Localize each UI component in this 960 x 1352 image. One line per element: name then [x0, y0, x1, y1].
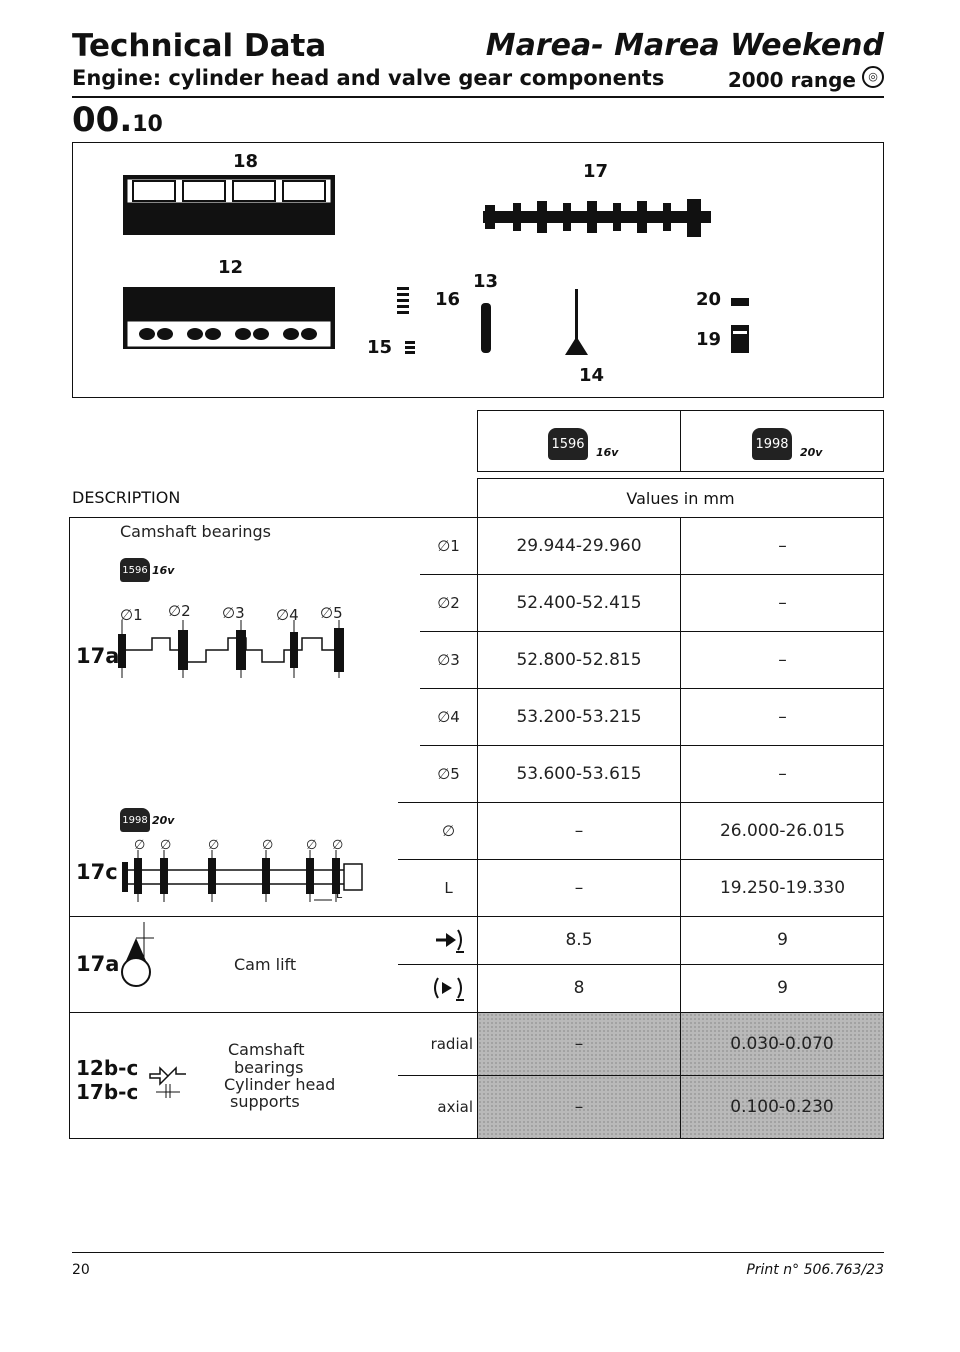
camshaft-bearings-label: Camshaft bearings [120, 522, 272, 541]
footer-rule [72, 1252, 884, 1253]
row-symbol: ∅5 [437, 764, 460, 783]
value-20v: 9 [777, 930, 788, 950]
row-symbol: ∅ [441, 821, 456, 840]
cover-part-icon [123, 175, 335, 235]
part-label: 19 [696, 329, 722, 350]
diameter-label: ∅1 [120, 606, 143, 624]
part-label: 18 [233, 151, 259, 172]
diameter-label: ∅ [134, 838, 146, 853]
value-20v: – [778, 706, 787, 727]
value-16v: 52.400-52.415 [516, 592, 642, 613]
clearance-desc-line: Camshaft [228, 1040, 305, 1059]
row-symbol: axial [437, 1098, 473, 1116]
diameter-label: ∅ [262, 838, 274, 853]
valves-label: 20v [152, 814, 175, 827]
cam-lobe-icon [116, 920, 156, 992]
value-20v: 0.100-0.230 [681, 1076, 883, 1138]
row-symbol: radial [430, 1034, 473, 1053]
part-label: 12 [218, 257, 244, 278]
value-20v: 26.000-26.015 [719, 820, 846, 841]
camshaft-20v-drawing [118, 850, 368, 906]
value-20v: 0.030-0.070 [681, 1013, 883, 1075]
ref-12b-c: 12b-c [76, 1056, 139, 1080]
row-symbol: L [444, 878, 453, 897]
part-label: 13 [473, 271, 499, 292]
intake-icon [420, 916, 477, 964]
row-symbol: ∅3 [437, 650, 460, 669]
diameter-label: ∅ [332, 838, 344, 853]
divider [680, 410, 681, 472]
model-name: Marea- Marea Weekend [485, 28, 884, 63]
value-16v: – [574, 820, 584, 841]
value-20v: 9 [777, 978, 788, 998]
range-label: 2000 range [727, 68, 856, 92]
clearance-desc-line: bearings [234, 1058, 304, 1077]
diameter-label: ∅5 [320, 604, 343, 622]
valves-label: 20v [800, 446, 823, 459]
diameter-label: ∅2 [168, 602, 191, 620]
page-title: Technical Data [72, 28, 327, 64]
ref-17b-c: 17b-c [76, 1080, 139, 1104]
valves-label: 16v [596, 446, 619, 459]
camshaft-part-icon [483, 199, 711, 237]
range-icon: ◎ [862, 66, 884, 88]
row-symbol: ∅1 [437, 536, 460, 555]
part-label: 16 [435, 289, 461, 310]
value-16v: – [478, 1076, 680, 1138]
ref-17a-cam-lift: 17a [76, 952, 120, 976]
engine-icon: 1998 [120, 808, 150, 832]
page-number: 20 [72, 1262, 90, 1278]
value-16v: – [574, 877, 584, 898]
value-16v: – [478, 1013, 680, 1075]
cam-lift-label: Cam lift [234, 955, 297, 974]
clearance-desc-line: Cylinder head [224, 1075, 336, 1094]
diameter-label: ∅ [160, 838, 172, 853]
value-16v: 8 [573, 978, 585, 998]
part-label: 17 [583, 161, 609, 182]
diameter-label: ∅ [208, 838, 220, 853]
camshaft-16v-drawing [112, 620, 352, 680]
spring-small-part-icon [405, 341, 415, 354]
part-label: 14 [579, 365, 605, 386]
length-label: L [336, 888, 343, 901]
value-16v: 52.800-52.815 [516, 649, 642, 670]
diameter-label: ∅4 [276, 606, 299, 624]
row-symbol: ∅2 [437, 593, 460, 612]
engine-icon: 1998 [752, 428, 792, 460]
valve-part-icon [565, 289, 588, 355]
clearance-icon [148, 1064, 188, 1100]
value-16v: 8.5 [565, 930, 593, 950]
clearance-desc-line: supports [230, 1092, 300, 1111]
values-header: Values in mm [477, 478, 884, 518]
page-subtitle: Engine: cylinder head and valve gear components [72, 66, 665, 90]
tappet-part-icon [481, 303, 491, 353]
ref-17c: 17c [76, 860, 118, 884]
shim-part-icon [731, 298, 749, 306]
cylinder-head-part-icon [123, 287, 335, 349]
print-number: Print n° 506.763/23 [746, 1262, 884, 1278]
value-20v: – [778, 592, 787, 613]
divider [478, 1075, 884, 1076]
row-symbol: ∅4 [437, 707, 460, 726]
ref-17a: 17a [76, 644, 120, 668]
bush-part-icon [731, 325, 749, 353]
description-header: DESCRIPTION [72, 488, 181, 507]
value-20v: – [778, 649, 787, 670]
exhaust-icon [420, 964, 477, 1012]
value-20v: – [778, 535, 787, 556]
value-16v: 29.944-29.960 [516, 535, 642, 556]
diameter-label: ∅ [306, 838, 318, 853]
section-number: 00.10 [72, 100, 163, 140]
spring-part-icon [397, 287, 409, 314]
components-diagram [72, 142, 884, 398]
value-16v: 53.600-53.615 [516, 763, 642, 784]
engine-icon: 1596 [120, 558, 150, 582]
part-label: 15 [367, 337, 393, 358]
valves-label: 16v [152, 564, 175, 577]
components-illustration [73, 143, 883, 397]
engine-icon: 1596 [548, 428, 588, 460]
value-20v: – [778, 763, 787, 784]
header-rule [72, 96, 884, 98]
part-label: 20 [696, 289, 722, 310]
value-16v: 53.200-53.215 [516, 706, 642, 727]
value-20v: 19.250-19.330 [719, 877, 846, 898]
diameter-label: ∅3 [222, 604, 245, 622]
